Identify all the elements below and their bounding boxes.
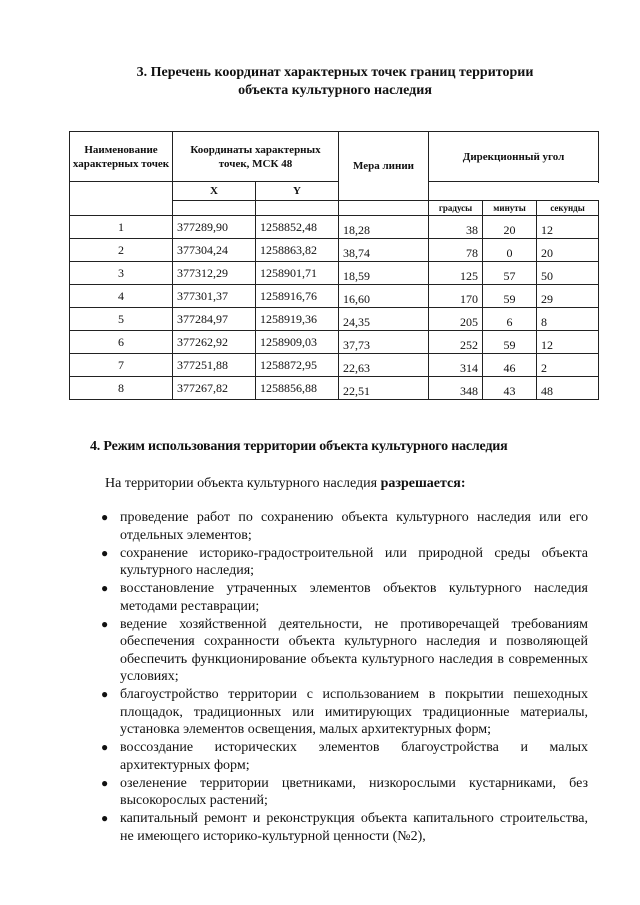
list-item-text: проведение работ по сохранению объекта культурного наследия или его отдельных элементов; — [120, 510, 588, 543]
cell-point: 7 — [70, 354, 173, 377]
cell-x: 377301,37 — [173, 285, 256, 308]
list-item — [92, 545, 588, 580]
cell-x: 377289,90 — [173, 216, 256, 239]
cell-degrees: 38 — [429, 216, 483, 239]
table-row — [70, 239, 599, 262]
header-seconds: секунды — [537, 201, 599, 216]
cell-minutes: 46 — [483, 354, 537, 377]
cell-x: 377312,29 — [173, 262, 256, 285]
cell-y: 1258909,03 — [256, 331, 339, 354]
cell-degrees: 205 — [429, 308, 483, 331]
bullet-icon: ● — [101, 510, 109, 524]
list-item — [92, 580, 588, 615]
table-row — [70, 262, 599, 285]
list-item-text: капитальный ремонт и реконструкция объекта капитального строительства, не имеющего историко-культурной ценности (№2), — [120, 811, 588, 844]
header-direction-angle: Дирекционный угол — [429, 132, 599, 182]
cell-measure: 16,60 — [339, 285, 429, 308]
cell-degrees: 252 — [429, 331, 483, 354]
cell-measure: 22,51 — [339, 377, 429, 400]
table-row — [70, 285, 599, 308]
cell-y: 1258863,82 — [256, 239, 339, 262]
list-item — [92, 616, 588, 686]
cell-degrees: 78 — [429, 239, 483, 262]
list-item — [92, 509, 588, 544]
cell-y: 1258919,36 — [256, 308, 339, 331]
list-item-text: озеленение территории цветниками, низкорослыми кустарниками, без высокорослых растений; — [120, 775, 588, 808]
allowed-activities-list — [92, 509, 588, 846]
cell-measure: 18,28 — [339, 216, 429, 239]
cell-x: 377262,92 — [173, 331, 256, 354]
table-row — [70, 377, 599, 400]
cell-x: 377304,24 — [173, 239, 256, 262]
cell-y: 1258852,48 — [256, 216, 339, 239]
cell-measure: 37,73 — [339, 331, 429, 354]
cell-point: 6 — [70, 331, 173, 354]
table-row — [70, 308, 599, 331]
bullet-icon: ● — [101, 616, 109, 631]
cell-minutes: 59 — [483, 285, 537, 308]
list-item-text: сохранение историко-градостроительной или природной среды объекта культурного наследия; — [120, 545, 588, 578]
cell-point: 3 — [70, 262, 173, 285]
cell-y: 1258916,76 — [256, 285, 339, 308]
bullet-icon: ● — [101, 740, 109, 754]
header-line-measure: Мера линии — [339, 132, 429, 201]
bullet-icon: ● — [101, 775, 109, 790]
table-title-line-2: объекта культурного наследия — [238, 83, 432, 98]
header-degrees: градусы — [429, 201, 483, 216]
cell-minutes: 43 — [483, 377, 537, 400]
header-y: Y — [256, 182, 339, 201]
list-item — [92, 810, 588, 845]
header-coordinates: Координаты характерных точек, МСК 48 — [173, 132, 339, 182]
cell-minutes: 20 — [483, 216, 537, 239]
cell-point: 1 — [70, 216, 173, 239]
cell-seconds: 12 — [537, 331, 599, 354]
header-measure-spacer — [339, 201, 429, 216]
table-title-line-1: 3. Перечень координат характерных точек границ территории — [136, 65, 534, 80]
cell-x: 377267,82 — [173, 377, 256, 400]
coordinates-table-body — [70, 216, 599, 400]
intro-bold: разрешается: — [380, 476, 466, 491]
list-item — [92, 775, 588, 810]
cell-seconds: 2 — [537, 354, 599, 377]
section-4-intro — [105, 476, 466, 492]
section-4-heading: 4. Режим использования территории объекта культурного наследия — [90, 439, 508, 454]
bullet-icon: ● — [101, 545, 109, 560]
list-item-text: благоустройство территории с использованием в покрытии пешеходных площадок, традиционных или имитирующих традиционные материалы, установка элементов освещения, малых архитектурных форм; — [120, 687, 588, 737]
list-item-text: воссоздание исторических элементов благоустройства и малых архитектурных форм; — [120, 740, 588, 773]
header-y-spacer — [256, 201, 339, 216]
cell-measure: 24,35 — [339, 308, 429, 331]
coordinates-table — [69, 131, 599, 400]
list-item — [92, 686, 588, 739]
cell-seconds: 29 — [537, 285, 599, 308]
table-row — [70, 331, 599, 354]
cell-x: 377284,97 — [173, 308, 256, 331]
header-minutes: минуты — [483, 201, 537, 216]
header-x: X — [173, 182, 256, 201]
cell-degrees: 125 — [429, 262, 483, 285]
header-point-name-cont — [70, 182, 173, 216]
table-row — [70, 354, 599, 377]
cell-degrees: 314 — [429, 354, 483, 377]
cell-minutes: 57 — [483, 262, 537, 285]
cell-minutes: 6 — [483, 308, 537, 331]
cell-measure: 22,63 — [339, 354, 429, 377]
cell-point: 8 — [70, 377, 173, 400]
bullet-icon: ● — [101, 687, 109, 701]
cell-seconds: 50 — [537, 262, 599, 285]
list-item-text: ведение хозяйственной деятельности, не противоречащей требованиям обеспечения сохранности объекта культурного наследия и позволяющей обеспечить функционирование объекта культурного наследия в современных условиях; — [120, 616, 588, 684]
cell-seconds: 48 — [537, 377, 599, 400]
cell-y: 1258901,71 — [256, 262, 339, 285]
cell-point: 2 — [70, 239, 173, 262]
header-point-name: Наименование характерных точек — [70, 132, 173, 182]
cell-degrees: 170 — [429, 285, 483, 308]
intro-text: На территории объекта культурного наследия — [105, 476, 381, 491]
list-item-text: восстановление утраченных элементов объектов культурного наследия методами реставрации; — [120, 581, 588, 614]
cell-seconds: 8 — [537, 308, 599, 331]
table-row — [70, 216, 599, 239]
cell-y: 1258856,88 — [256, 377, 339, 400]
cell-minutes: 59 — [483, 331, 537, 354]
cell-seconds: 12 — [537, 216, 599, 239]
cell-measure: 18,59 — [339, 262, 429, 285]
cell-y: 1258872,95 — [256, 354, 339, 377]
list-item — [92, 739, 588, 774]
cell-measure: 38,74 — [339, 239, 429, 262]
cell-point: 4 — [70, 285, 173, 308]
cell-point: 5 — [70, 308, 173, 331]
header-x-spacer — [173, 201, 256, 216]
bullet-icon: ● — [101, 811, 109, 825]
cell-minutes: 0 — [483, 239, 537, 262]
cell-x: 377251,88 — [173, 354, 256, 377]
cell-degrees: 348 — [429, 377, 483, 400]
cell-seconds: 20 — [537, 239, 599, 262]
table-title — [70, 64, 600, 100]
bullet-icon: ● — [101, 581, 109, 595]
